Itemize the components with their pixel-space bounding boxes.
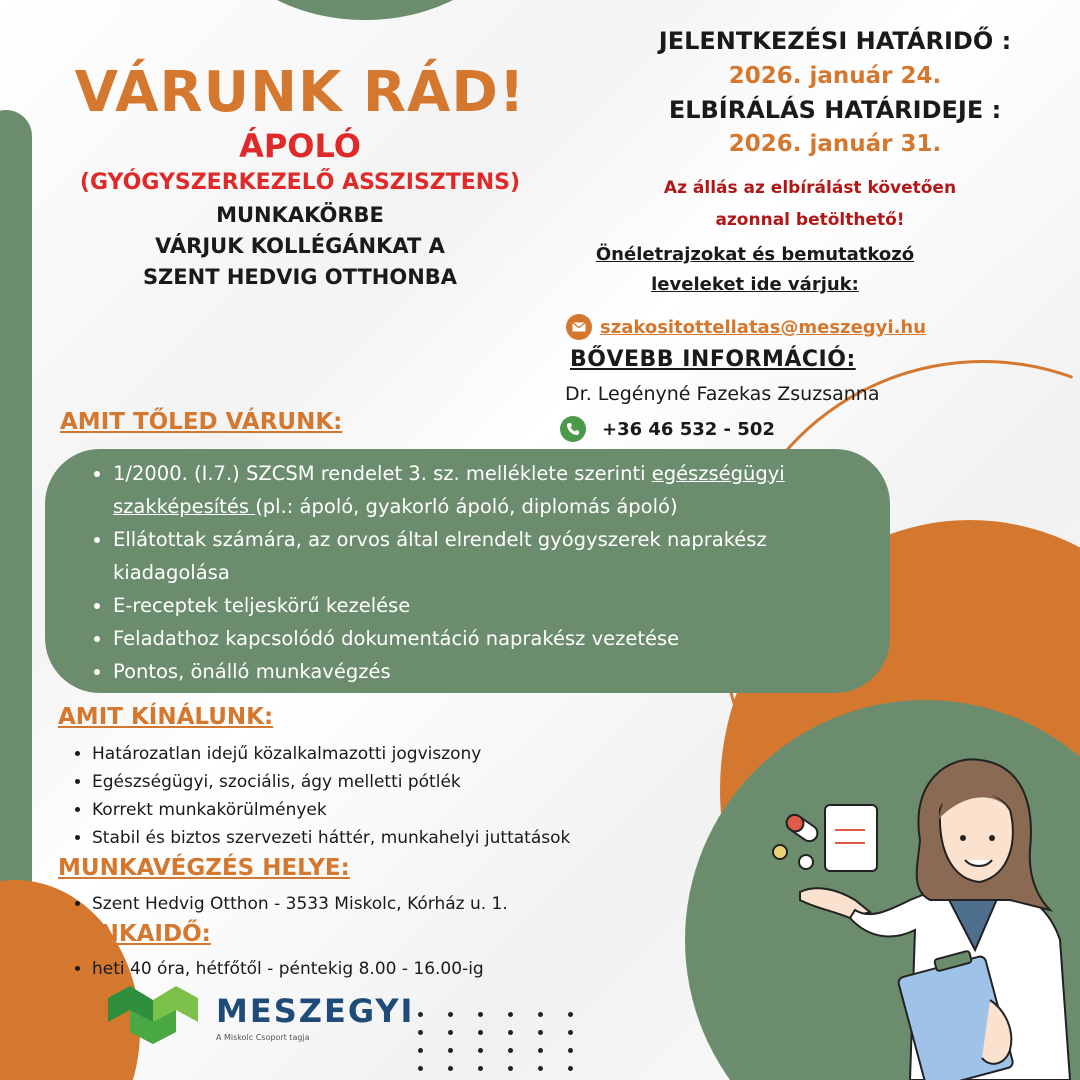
phone-icon	[560, 416, 586, 442]
meszegyi-logo-icon	[108, 986, 198, 1044]
decision-deadline-label: ELBÍRÁLÁS HATÁRIDEJE :	[668, 96, 1002, 124]
qualification-link: egészségügyi szakképesítés	[113, 462, 785, 518]
left-green-bar	[0, 110, 32, 990]
email-row[interactable]	[566, 312, 1066, 342]
hours-list	[58, 955, 658, 983]
offer-title: AMIT KÍNÁLUNK:	[58, 704, 274, 730]
contact-person: Dr. Legényné Fazekas Zsuzsanna	[565, 383, 880, 405]
logo-name: MESZEGYI	[216, 992, 415, 1030]
pills-icon	[773, 805, 877, 871]
requirements-list	[85, 457, 875, 688]
hours-title: MUNKAIDŐ:	[58, 921, 211, 947]
list-item: • Határozatlan idejű közalkalmazotti jogviszony	[92, 740, 698, 768]
offer-list-wrap	[58, 740, 698, 852]
list-item: • Ellátottak számára, az orvos által elrendelt gyógyszerek naprakész kiadagolása	[113, 523, 875, 589]
more-info-title: BŐVEBB INFORMÁCIÓ:	[570, 347, 856, 372]
list-item: • E-receptek teljeskörű kezelése	[113, 589, 875, 622]
headline-title: VÁRUNK RÁD!	[74, 60, 526, 125]
requirements-title: AMIT TŐLED VÁRUNK:	[60, 409, 343, 435]
headline-line1: MUNKAKÖRBE	[216, 203, 384, 227]
list-item: • Szent Hedvig Otthon - 3533 Miskolc, Kórház u. 1.	[92, 890, 658, 918]
top-green-circle	[215, 0, 515, 20]
position-title: ÁPOLÓ	[239, 127, 361, 165]
meszegyi-logo	[108, 986, 415, 1046]
list-item: • 1/2000. (I.7.) SZCSM rendelet 3. sz. melléklete szerinti egészségügyi szakképesítés (pl.: ápoló, gyakorló ápoló, diplomás ápoló)	[113, 457, 875, 523]
location-list-wrap	[58, 890, 658, 918]
logo-tagline: A Miskolc Csoport tagja	[216, 1033, 310, 1042]
headline-line2: VÁRJUK KOLLÉGÁNKAT A	[155, 234, 445, 258]
location-list	[58, 890, 658, 918]
requirements-list-wrap	[85, 457, 875, 688]
deadlines-block	[620, 22, 1050, 160]
headline-block	[40, 60, 560, 293]
cv-line2: leveleket ide várjuk:	[651, 274, 859, 295]
apply-deadline-date: 2026. január 24.	[728, 63, 942, 89]
list-item: • Stabil és biztos szervezeti háttér, munkahelyi juttatások	[92, 824, 698, 852]
phone-row[interactable]	[560, 415, 775, 443]
availability-line1: Az állás az elbírálást követően	[663, 178, 957, 198]
email-link[interactable]: szakositottellatas@meszegyi.hu	[600, 316, 927, 338]
offer-list	[58, 740, 698, 852]
nurse-with-pills-illustration	[760, 750, 1080, 1080]
apply-deadline-label: JELENTKEZÉSI HATÁRIDŐ :	[658, 27, 1012, 55]
hours-list-wrap	[58, 955, 658, 983]
headline-line3: SZENT HEDVIG OTTHONBA	[142, 265, 458, 289]
cv-request	[545, 240, 965, 300]
location-title: MUNKAVÉGZÉS HELYE:	[58, 855, 350, 881]
list-item: • Pontos, önálló munkavégzés	[113, 655, 875, 688]
mail-icon	[566, 314, 592, 340]
list-item: • Korrekt munkakörülmények	[92, 796, 698, 824]
list-item: • heti 40 óra, hétfőtől - péntekig 8.00 - 16.00-ig	[92, 955, 658, 983]
cv-line1: Önéletrajzokat és bemutatkozó	[595, 244, 915, 265]
availability-note	[600, 172, 1020, 236]
decision-deadline-date: 2026. január 31.	[728, 131, 942, 157]
decorative-dots	[418, 1012, 598, 1080]
list-item: • Egészségügyi, szociális, ágy melletti pótlék	[92, 768, 698, 796]
availability-line2: azonnal betölthető!	[715, 210, 905, 230]
list-item: • Feladathoz kapcsolódó dokumentáció naprakész vezetése	[113, 622, 875, 655]
position-subtitle: (GYÓGYSZERKEZELŐ ASSZISZTENS)	[79, 170, 521, 195]
phone-number[interactable]: +36 46 532 - 502	[602, 418, 775, 440]
